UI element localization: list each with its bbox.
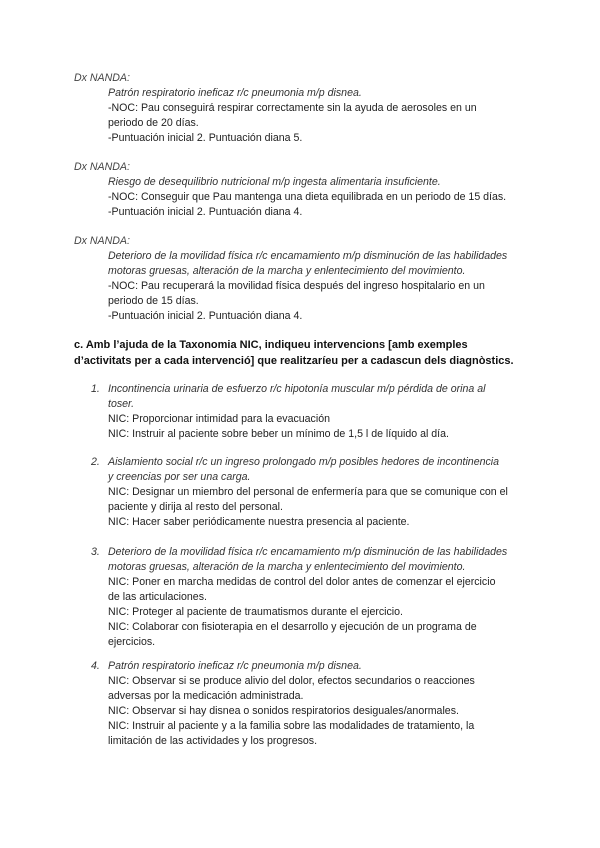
list-number: 2. <box>91 456 100 468</box>
dx-line: -Puntuación inicial 2. Puntuación diana 4. <box>108 310 303 322</box>
nic-line: de las articulaciones. <box>108 591 207 603</box>
dx-line: -NOC: Pau recuperará la movilidad física después del ingreso hospitalario en un <box>108 280 485 292</box>
item-diagnosis-line: toser. <box>108 398 135 410</box>
item-diagnosis-line: Patrón respiratorio ineficaz r/c pneumonia m/p disnea. <box>108 660 362 672</box>
nic-line: NIC: Instruir al paciente sobre beber un mínimo de 1,5 l de líquido al día. <box>108 428 449 440</box>
item-diagnosis-line: Aislamiento social r/c un ingreso prolongado m/p posibles hedores de incontinencia <box>108 456 500 468</box>
dx-diagnosis: Patrón respiratorio ineficaz r/c pneumonia m/p disnea. <box>108 87 362 99</box>
nic-line: limitación de las actividades y los progresos. <box>108 735 318 747</box>
dx-line: -Puntuación inicial 2. Puntuación diana 4. <box>108 206 303 218</box>
list-number: 1. <box>91 383 100 395</box>
dx-diagnosis-line: Deterioro de la movilidad física r/c encamamiento m/p disminución de las habilidades <box>108 250 508 262</box>
dx-diagnosis-line: motoras gruesas, alteración de la marcha y enlentecimiento del movimiento. <box>108 265 466 277</box>
nic-line: ejercicios. <box>108 636 156 648</box>
item-diagnosis-line: y creencias por ser una carga. <box>108 471 251 483</box>
dx-line: -NOC: Conseguir que Pau mantenga una dieta equilibrada en un periodo de 15 días. <box>108 191 507 203</box>
section-heading-line: d’activitats per a cada intervenció] que realitzaríeu per a cadascun dels diagnòstics. <box>74 355 514 367</box>
dx-diagnosis: Riesgo de desequilibrio nutricional m/p ingesta alimentaria insuficiente. <box>108 176 441 188</box>
list-number: 4. <box>91 660 100 672</box>
dx-line: periodo de 20 días. <box>108 117 199 129</box>
item-diagnosis-line: motoras gruesas, alteración de la marcha y enlentecimiento del movimiento. <box>108 561 466 573</box>
list-number: 3. <box>91 546 100 558</box>
nic-line: NIC: Instruir al paciente y a la familia sobre las modalidades de tratamiento, la <box>108 720 475 732</box>
nic-line: NIC: Designar un miembro del personal de enfermería para que se comunique con el <box>108 486 508 498</box>
dx-line: -NOC: Pau conseguirá respirar correctamente sin la ayuda de aerosoles en un <box>108 102 477 114</box>
nic-line: NIC: Proporcionar intimidad para la evacuación <box>108 413 330 425</box>
nic-line: NIC: Proteger al paciente de traumatismos durante el ejercicio. <box>108 606 404 618</box>
dx-line: periodo de 15 días. <box>108 295 199 307</box>
item-diagnosis-line: Deterioro de la movilidad física r/c encamamiento m/p disminución de las habilidades <box>108 546 508 558</box>
nic-line: NIC: Observar si se produce alivio del dolor, efectos secundarios o reacciones <box>108 675 475 687</box>
nic-line: NIC: Poner en marcha medidas de control del dolor antes de comenzar el ejercicio <box>108 576 496 588</box>
nic-line: NIC: Hacer saber periódicamente nuestra presencia al paciente. <box>108 516 410 528</box>
dx-line: -Puntuación inicial 2. Puntuación diana 5. <box>108 132 303 144</box>
nic-line: adversas por la medicación administrada. <box>108 690 304 702</box>
nic-line: NIC: Colaborar con fisioterapia en el desarrollo y ejecución de un programa de <box>108 621 477 633</box>
dx-label: Dx NANDA: <box>74 161 130 173</box>
nic-line: paciente y dirija al resto del personal. <box>108 501 283 513</box>
section-heading-line: c. Amb l’ajuda de la Taxonomia NIC, indiqueu intervencions [amb exemples <box>74 339 468 351</box>
dx-label: Dx NANDA: <box>74 72 130 84</box>
nic-line: NIC: Observar si hay disnea o sonidos respiratorios desiguales/anormales. <box>108 705 459 717</box>
item-diagnosis-line: Incontinencia urinaria de esfuerzo r/c hipotonía muscular m/p pérdida de orina al <box>108 383 486 395</box>
dx-label: Dx NANDA: <box>74 235 130 247</box>
